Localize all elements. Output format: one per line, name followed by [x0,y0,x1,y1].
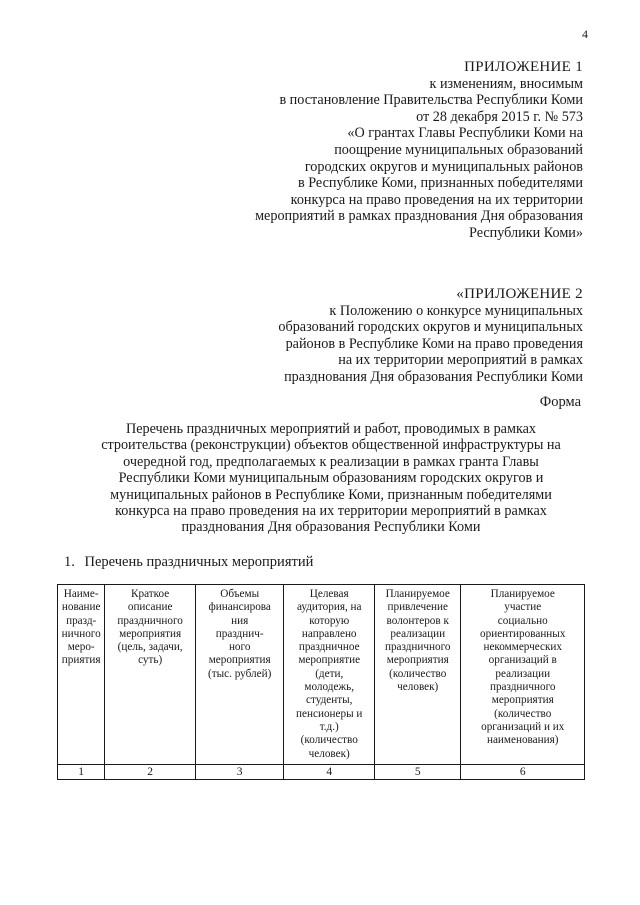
header-line: праздничного [117,614,183,627]
table-header-cell [461,585,585,765]
header-line: мероприятия [119,627,182,640]
header-line: ориентированных [480,627,566,640]
header-line: (количество [300,734,358,747]
header-line: ничного [61,627,101,640]
header-line: мероприятия [386,654,449,667]
header-line: которую [309,614,350,627]
column-number-cell: 5 [375,764,461,779]
title-line: очередной год, предполагаемых к реализации в рамках гранта Главы [123,453,539,470]
appendix-1-heading [255,59,583,242]
events-table [57,584,585,780]
header-line: молодежь, [304,681,355,694]
table-header-cell [195,585,284,765]
appendix-1-line: в постановление Правительства Республики Коми [279,92,583,109]
title-line: муниципальных районов в Республике Коми, признанным победителями [110,486,552,503]
header-line: праздничного [384,641,451,654]
header-line: праздничное [298,641,360,654]
header-line: мероприятие [298,654,361,667]
header-line: описание [127,601,173,614]
appendix-2-caption: «ПРИЛОЖЕНИЕ 2 [456,286,583,302]
title-line: Перечень праздничных мероприятий и работ, проводимых в рамках [125,421,537,437]
appendix-2-line: к Положению о конкурсе муниципальных [329,302,583,319]
header-line: аудитория, на [296,601,362,614]
appendix-2-line: районов в Республике Коми на право проведения [285,335,583,352]
appendix-2-line: на их территории мероприятий в рамках [338,352,583,369]
header-line: (количество [494,707,552,720]
header-line: человек) [308,747,350,760]
header-line: наименования) [486,734,559,747]
section-heading [64,554,313,571]
header-line: приятия [61,654,101,667]
header-line: участие [504,601,542,614]
header-line: организаций в [488,654,557,667]
header-line: финансирова [208,601,271,614]
table-numbering-row [58,764,585,779]
title-line: Республики Коми муниципальным образованиям городских округов и [118,470,544,487]
header-line: (тыс. рублей) [208,667,272,680]
header-line: волонтеров к [386,614,449,627]
header-line: Объемы [220,588,260,600]
column-number-cell: 6 [461,764,585,779]
header-line: студенты, [306,694,353,707]
appendix-2-line: образований городских округов и муниципальных [278,319,583,336]
column-number-cell: 2 [105,764,196,779]
header-line: меро- [67,641,95,654]
header-line: ного [228,641,251,654]
page-number: 4 [582,27,588,41]
header-line: Планируемое [490,588,555,600]
header-line: реализации [390,627,446,640]
appendix-1-line: «О грантах Главы Республики Коми на [347,125,583,142]
appendix-1-line: городских округов и муниципальных районов [304,158,583,175]
column-number-cell: 4 [284,764,375,779]
header-line: реализации [495,667,551,680]
header-line: (цель, задачи, [117,641,183,654]
header-line: некоммерческих [483,641,562,654]
header-line: (количество [389,667,447,680]
header-line: (дети, [315,667,344,680]
header-line: ния [231,614,249,627]
appendix-1-line: конкурса на право проведения на их территории [290,191,583,208]
appendix-1-line: поощрение муниципальных образований [334,141,583,158]
header-line: суть) [138,654,163,667]
table-header-cell [105,585,196,765]
table-header-cell [284,585,375,765]
title-line: конкурса на право проведения на их территории мероприятий в рамках [115,503,547,520]
appendix-1-line: Республики Коми» [469,224,583,241]
document-title [86,421,576,536]
column-number-cell: 3 [195,764,284,779]
appendix-2-heading [278,286,583,386]
title-line: празднования Дня образования Республики Коми [181,519,481,536]
header-line: направлено [301,627,357,640]
table-header-cell [58,585,105,765]
header-line: Целевая [309,588,349,600]
header-line: празднич- [215,627,264,640]
appendix-1-line: от 28 декабря 2015 г. № 573 [416,108,583,125]
header-line: привлечение [387,601,448,614]
header-line: мероприятия [208,654,271,667]
header-line: организаций и их [481,720,565,733]
table-header-cell [375,585,461,765]
appendix-2-line: празднования Дня образования Республики Коми [284,368,583,385]
header-line: Планируемое [385,588,450,600]
title-line: строительства (реконструкции) объектов общественной инфраструктуры на [101,437,561,454]
header-line: человек) [397,681,439,694]
header-line: Наиме- [63,588,99,600]
form-label: Форма [539,394,581,410]
header-line: т.д.) [319,720,339,733]
appendix-1-line: в Республике Коми, признанных победителями [297,175,583,192]
header-line: празд- [66,614,97,627]
table-header-row [58,585,585,765]
header-line: праздничного [489,681,556,694]
header-line: мероприятия [491,694,554,707]
header-line: нование [61,601,101,614]
appendix-1-line: к изменениям, вносимым [429,75,583,92]
column-number-cell: 1 [58,764,105,779]
appendix-1-line: мероприятий в рамках празднования Дня образования [255,208,583,225]
appendix-1-caption: ПРИЛОЖЕНИЕ 1 [464,59,583,75]
header-line: пенсионеры и [296,707,363,720]
header-line: Краткое [131,588,170,600]
section-number: 1. [64,554,75,570]
header-line: социально [497,614,548,627]
section-title: Перечень праздничных мероприятий [84,554,314,570]
